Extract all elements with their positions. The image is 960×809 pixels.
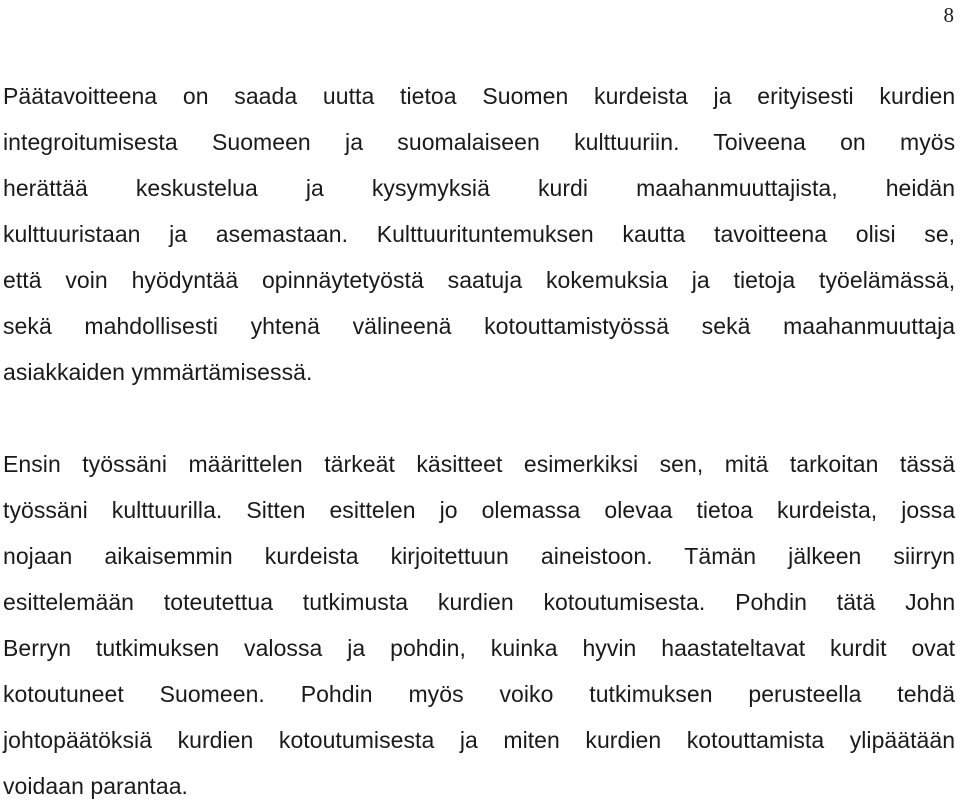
text-line: työssäni kulttuurilla. Sitten esittelen jo olemassa olevaa tietoa kurdeista, jossa [3,497,956,523]
document-body [3,73,955,809]
text-line: asiakkaiden ymmärtämisessä. [3,359,313,385]
text-line: herättää keskustelua ja kysymyksiä kurdi maahanmuuttajista, heidän [3,175,956,201]
text-line: integroitumisesta Suomeen ja suomalaiseen kulttuuriin. Toiveena on myös [3,129,956,155]
page-number: 8 [943,3,954,27]
text-line: Päätavoitteena on saada uutta tietoa Suomen kurdeista ja erityisesti kurdien [3,83,956,109]
paragraph [3,441,955,809]
text-line: Berryn tutkimuksen valossa ja pohdin, kuinka hyvin haastateltavat kurdit ovat [3,635,956,661]
text-line: nojaan aikaisemmin kurdeista kirjoitettuun aineistoon. Tämän jälkeen siirryn [3,543,956,569]
paragraph [3,73,955,395]
text-line: Ensin työssäni määrittelen tärkeät käsitteet esimerkiksi sen, mitä tarkoitan tässä [3,451,956,477]
text-line: voidaan parantaa. [3,773,188,799]
text-line: kulttuuristaan ja asemastaan. Kulttuurituntemuksen kautta tavoitteena olisi se, [3,221,956,247]
text-line: esittelemään toteutettua tutkimusta kurdien kotoutumisesta. Pohdin tätä John [3,589,956,615]
text-line: että voin hyödyntää opinnäytetyöstä saatuja kokemuksia ja tietoja työelämässä, [3,267,956,293]
text-line: sekä mahdollisesti yhtenä välineenä kotouttamistyössä sekä maahanmuuttaja [3,313,956,339]
text-line: kotoutuneet Suomeen. Pohdin myös voiko tutkimuksen perusteella tehdä [3,681,956,707]
text-line: johtopäätöksiä kurdien kotoutumisesta ja miten kurdien kotouttamista ylipäätään [3,727,956,753]
